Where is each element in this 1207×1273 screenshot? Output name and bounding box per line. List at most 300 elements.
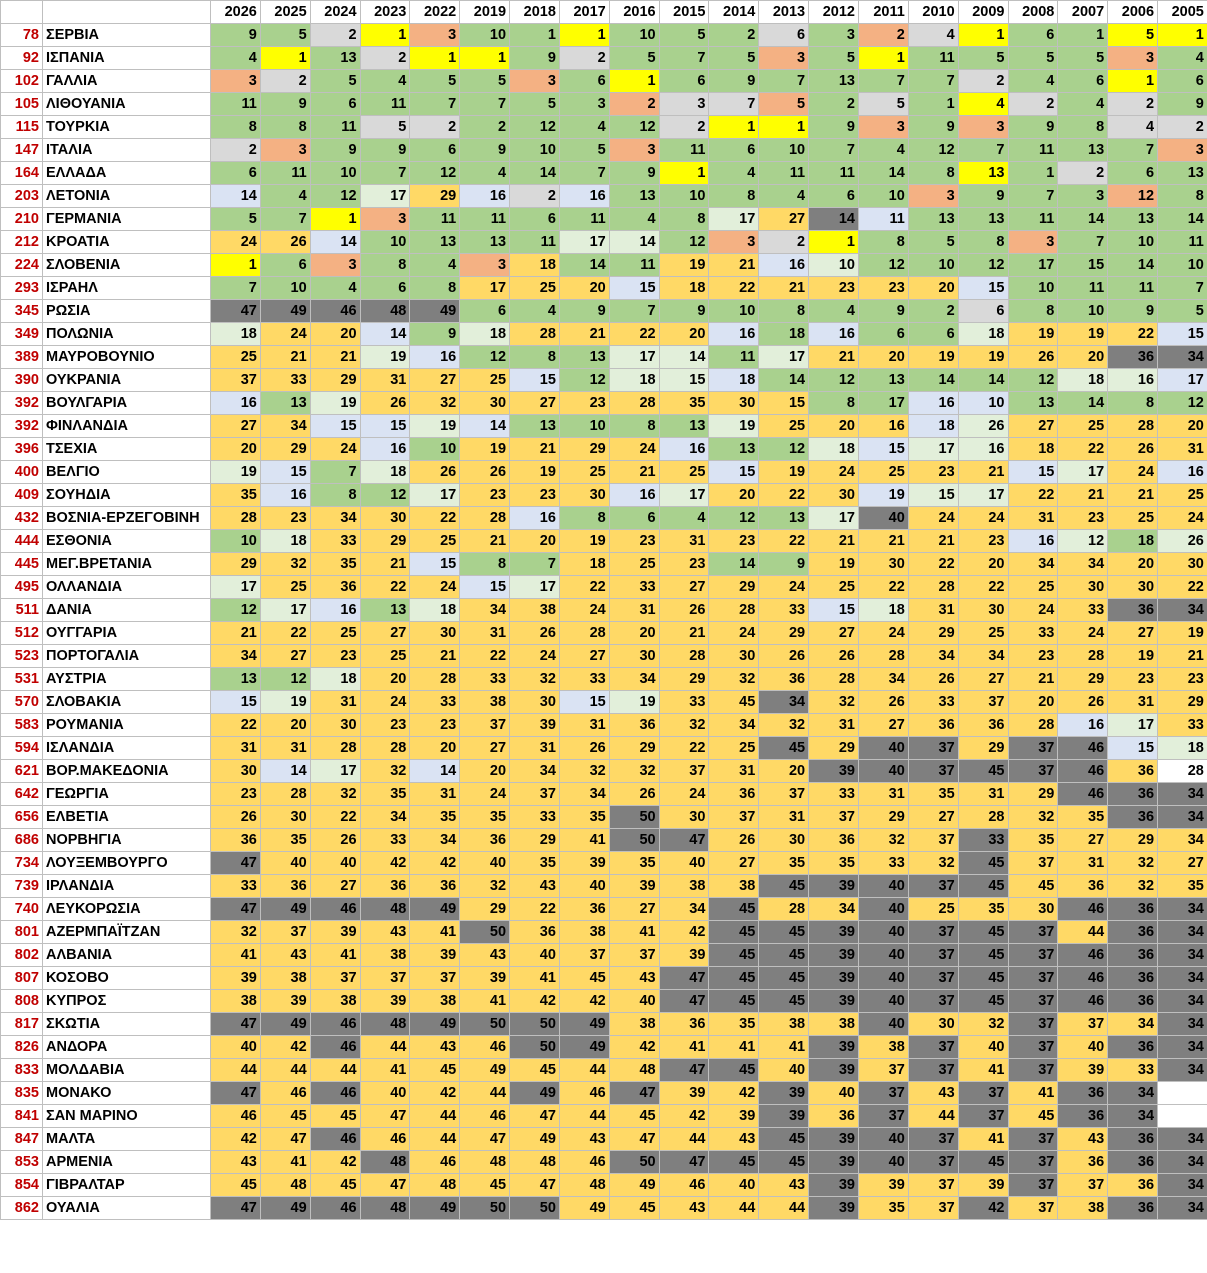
- rank-cell: 23: [809, 277, 859, 300]
- rank-cell: 37: [858, 1082, 908, 1105]
- rank-cell: 10: [709, 300, 759, 323]
- rank-cell: 1: [1008, 162, 1058, 185]
- rank-cell: 36: [1108, 921, 1158, 944]
- rank-cell: 35: [759, 852, 809, 875]
- rank-cell: 13: [659, 415, 709, 438]
- country-cell: ΔΑΝΙΑ: [43, 599, 211, 622]
- rank-cell: 12: [310, 185, 360, 208]
- rank-cell: 16: [559, 185, 609, 208]
- rank-cell: 8: [659, 208, 709, 231]
- rank-cell: 16: [1108, 369, 1158, 392]
- rank-cell: 27: [310, 875, 360, 898]
- rank-cell: 36: [809, 829, 859, 852]
- rank-cell: 37: [908, 1128, 958, 1151]
- rank-cell: 17: [460, 277, 510, 300]
- rank-cell: 28: [908, 576, 958, 599]
- table-row: [1, 24, 1207, 47]
- rank-cell: 6: [709, 139, 759, 162]
- rank-cell: 7: [759, 70, 809, 93]
- rank-cell: 12: [1158, 392, 1207, 415]
- country-cell: ΛΕΥΚΟΡΩΣΙΑ: [43, 898, 211, 921]
- table-row: [1, 1082, 1207, 1105]
- rank-cell: 21: [609, 461, 659, 484]
- rank-cell: 40: [609, 990, 659, 1013]
- rank-cell: 46: [260, 1082, 310, 1105]
- points-cell: 409: [1, 484, 43, 507]
- rank-cell: 28: [1108, 415, 1158, 438]
- year-header: 2016: [609, 1, 659, 24]
- table-row: [1, 323, 1207, 346]
- rank-cell: 25: [609, 553, 659, 576]
- rank-cell: 8: [260, 116, 310, 139]
- table-row: [1, 530, 1207, 553]
- rank-cell: 32: [310, 783, 360, 806]
- rank-cell: 24: [510, 645, 560, 668]
- rank-cell: 15: [1158, 323, 1207, 346]
- rank-cell: 36: [1108, 1174, 1158, 1197]
- rank-cell: 1: [958, 24, 1008, 47]
- rank-cell: 27: [559, 645, 609, 668]
- rank-cell: 36: [1108, 1128, 1158, 1151]
- table-row: [1, 898, 1207, 921]
- rank-cell: 5: [858, 93, 908, 116]
- rank-cell: 2: [609, 93, 659, 116]
- points-cell: 102: [1, 70, 43, 93]
- rank-cell: 33: [759, 599, 809, 622]
- rank-cell: 36: [360, 875, 410, 898]
- rank-cell: 11: [1008, 139, 1058, 162]
- rank-cell: 3: [510, 70, 560, 93]
- rank-cell: 34: [809, 898, 859, 921]
- rank-cell: 22: [460, 645, 510, 668]
- rank-cell: 45: [958, 760, 1008, 783]
- rank-cell: 37: [908, 1197, 958, 1220]
- rank-cell: 36: [510, 921, 560, 944]
- rank-cell: 5: [510, 93, 560, 116]
- rank-cell: 22: [559, 576, 609, 599]
- rank-cell: 2: [559, 47, 609, 70]
- rank-cell: 13: [211, 668, 261, 691]
- rank-cell: 30: [809, 484, 859, 507]
- points-cell: 392: [1, 392, 43, 415]
- rank-cell: 37: [410, 967, 460, 990]
- points-cell: 389: [1, 346, 43, 369]
- rank-cell: 45: [759, 990, 809, 1013]
- rank-cell: 2: [510, 185, 560, 208]
- country-cell: ΜΟΛΔΑΒΙΑ: [43, 1059, 211, 1082]
- rank-cell: 17: [908, 438, 958, 461]
- country-cell: ΣΟΥΗΔΙΑ: [43, 484, 211, 507]
- rank-cell: 37: [559, 944, 609, 967]
- country-cell: ΛΟΥΞΕΜΒΟΥΡΓΟ: [43, 852, 211, 875]
- rank-cell: 27: [809, 622, 859, 645]
- rank-cell: 36: [958, 714, 1008, 737]
- rank-cell: 3: [1058, 185, 1108, 208]
- rank-cell: 3: [759, 47, 809, 70]
- rank-cell: 26: [1158, 530, 1207, 553]
- table-row: [1, 139, 1207, 162]
- points-cell: 212: [1, 231, 43, 254]
- rank-cell: 21: [310, 346, 360, 369]
- rank-cell: 20: [1158, 415, 1207, 438]
- rank-cell: 26: [260, 231, 310, 254]
- rank-cell: 37: [709, 806, 759, 829]
- rank-cell: 45: [958, 1151, 1008, 1174]
- rank-cell: 46: [310, 1128, 360, 1151]
- rank-cell: 37: [659, 760, 709, 783]
- rank-cell: 26: [759, 645, 809, 668]
- rank-cell: 38: [759, 1013, 809, 1036]
- rank-cell: 9: [360, 139, 410, 162]
- points-cell: 740: [1, 898, 43, 921]
- rank-cell: 25: [211, 346, 261, 369]
- rank-cell: 23: [559, 392, 609, 415]
- rank-cell: 4: [809, 300, 859, 323]
- rank-cell: 22: [1008, 484, 1058, 507]
- rank-cell: 14: [559, 254, 609, 277]
- rank-cell: 15: [1058, 254, 1108, 277]
- rank-cell: 15: [360, 415, 410, 438]
- rank-cell: 6: [958, 300, 1008, 323]
- rank-cell: 30: [310, 714, 360, 737]
- rank-cell: 20: [1058, 346, 1108, 369]
- rank-cell: 18: [360, 461, 410, 484]
- rank-cell: 3: [1108, 47, 1158, 70]
- points-cell: 802: [1, 944, 43, 967]
- rank-cell: [1158, 1082, 1207, 1105]
- rank-cell: 21: [1008, 668, 1058, 691]
- rank-cell: 2: [1008, 93, 1058, 116]
- rank-cell: 39: [958, 1174, 1008, 1197]
- rank-cell: 25: [410, 530, 460, 553]
- rank-cell: 17: [958, 484, 1008, 507]
- rank-cell: 36: [1108, 1036, 1158, 1059]
- rank-cell: 32: [360, 760, 410, 783]
- table-row: [1, 852, 1207, 875]
- rank-cell: 41: [609, 921, 659, 944]
- rank-cell: 40: [858, 1128, 908, 1151]
- rank-cell: 48: [360, 1013, 410, 1036]
- rank-cell: 37: [908, 829, 958, 852]
- rank-cell: 24: [310, 438, 360, 461]
- rank-cell: 45: [958, 852, 1008, 875]
- rank-cell: 13: [460, 231, 510, 254]
- rank-cell: 6: [260, 254, 310, 277]
- rank-cell: 39: [510, 714, 560, 737]
- rank-cell: 29: [609, 737, 659, 760]
- rank-cell: 31: [1008, 507, 1058, 530]
- rank-cell: 14: [908, 369, 958, 392]
- rank-cell: 49: [260, 898, 310, 921]
- rank-cell: 8: [510, 346, 560, 369]
- rank-cell: 46: [1058, 990, 1108, 1013]
- rank-cell: 20: [460, 760, 510, 783]
- rank-cell: 38: [809, 1013, 859, 1036]
- rank-cell: 9: [460, 139, 510, 162]
- rank-cell: 49: [410, 1013, 460, 1036]
- rank-cell: 36: [211, 829, 261, 852]
- rank-cell: 19: [559, 530, 609, 553]
- rank-cell: 7: [908, 70, 958, 93]
- rank-cell: 7: [1158, 277, 1207, 300]
- rank-cell: 40: [759, 1059, 809, 1082]
- rank-cell: 1: [609, 70, 659, 93]
- rank-cell: 41: [958, 1128, 1008, 1151]
- rank-cell: 27: [958, 668, 1008, 691]
- rank-cell: 25: [809, 576, 859, 599]
- rank-cell: 1: [211, 254, 261, 277]
- rank-cell: 48: [410, 1174, 460, 1197]
- rank-cell: 3: [609, 139, 659, 162]
- rank-cell: 7: [958, 139, 1008, 162]
- rank-cell: 12: [460, 346, 510, 369]
- rank-cell: 6: [1008, 24, 1058, 47]
- rank-cell: 27: [510, 392, 560, 415]
- rank-cell: 26: [460, 461, 510, 484]
- rank-cell: 36: [1058, 1105, 1108, 1128]
- rank-cell: 16: [858, 415, 908, 438]
- rank-cell: 31: [1158, 438, 1207, 461]
- rank-cell: 8: [858, 231, 908, 254]
- rank-cell: 37: [908, 1174, 958, 1197]
- rank-cell: 45: [609, 1197, 659, 1220]
- year-header: 2022: [410, 1, 460, 24]
- rank-cell: 9: [709, 70, 759, 93]
- rank-cell: 18: [260, 530, 310, 553]
- rank-cell: 8: [360, 254, 410, 277]
- rank-cell: 1: [1108, 70, 1158, 93]
- rank-cell: 44: [559, 1059, 609, 1082]
- rank-cell: 10: [908, 254, 958, 277]
- rank-cell: 44: [559, 1105, 609, 1128]
- rank-cell: 27: [609, 898, 659, 921]
- rank-cell: 19: [709, 415, 759, 438]
- rank-cell: 32: [858, 829, 908, 852]
- rank-cell: 24: [260, 323, 310, 346]
- rank-cell: 41: [709, 1036, 759, 1059]
- rank-cell: 29: [460, 898, 510, 921]
- rank-cell: 28: [1058, 645, 1108, 668]
- rank-cell: 8: [1058, 116, 1108, 139]
- rank-cell: 9: [260, 93, 310, 116]
- rank-cell: 23: [659, 553, 709, 576]
- rank-cell: 42: [410, 1082, 460, 1105]
- rank-cell: 25: [1058, 415, 1108, 438]
- rank-cell: 25: [460, 369, 510, 392]
- rank-cell: 7: [410, 93, 460, 116]
- rank-cell: 14: [211, 185, 261, 208]
- rank-cell: 2: [260, 70, 310, 93]
- rank-cell: 19: [211, 461, 261, 484]
- rank-cell: 19: [858, 484, 908, 507]
- rank-cell: 7: [260, 208, 310, 231]
- rank-cell: 7: [609, 300, 659, 323]
- rank-cell: 22: [709, 277, 759, 300]
- rank-cell: 25: [1008, 576, 1058, 599]
- rank-cell: 46: [1058, 898, 1108, 921]
- rank-cell: 22: [609, 323, 659, 346]
- rank-cell: 37: [759, 783, 809, 806]
- rank-cell: 8: [1158, 185, 1207, 208]
- table-row: [1, 70, 1207, 93]
- rank-cell: 35: [1158, 875, 1207, 898]
- rank-cell: 34: [260, 415, 310, 438]
- rank-cell: 11: [1008, 208, 1058, 231]
- rank-cell: 42: [659, 921, 709, 944]
- rank-cell: 18: [559, 553, 609, 576]
- rank-cell: 40: [858, 1151, 908, 1174]
- rank-cell: 15: [709, 461, 759, 484]
- rank-cell: 46: [559, 1082, 609, 1105]
- rank-cell: 18: [809, 438, 859, 461]
- rank-cell: 13: [1058, 139, 1108, 162]
- rank-cell: 36: [1108, 346, 1158, 369]
- rank-cell: 42: [510, 990, 560, 1013]
- rank-cell: 4: [559, 116, 609, 139]
- rank-cell: 1: [460, 47, 510, 70]
- rank-cell: 16: [958, 438, 1008, 461]
- rank-cell: 35: [908, 783, 958, 806]
- points-cell: 807: [1, 967, 43, 990]
- rank-cell: 21: [360, 553, 410, 576]
- rank-cell: 27: [659, 576, 709, 599]
- rank-cell: 24: [1058, 622, 1108, 645]
- rank-cell: 48: [360, 300, 410, 323]
- rank-cell: 27: [908, 806, 958, 829]
- rank-cell: 46: [460, 1036, 510, 1059]
- rank-cell: 7: [1008, 185, 1058, 208]
- points-cell: 621: [1, 760, 43, 783]
- rank-cell: 26: [958, 415, 1008, 438]
- rank-cell: 32: [1108, 875, 1158, 898]
- rank-cell: 13: [858, 369, 908, 392]
- rank-cell: 10: [609, 24, 659, 47]
- rank-cell: 43: [709, 1128, 759, 1151]
- rank-cell: 24: [958, 507, 1008, 530]
- rank-cell: 37: [1008, 737, 1058, 760]
- rank-cell: 21: [211, 622, 261, 645]
- rank-cell: 11: [858, 208, 908, 231]
- rank-cell: 40: [809, 1082, 859, 1105]
- rank-cell: 37: [958, 1105, 1008, 1128]
- rank-cell: 9: [958, 185, 1008, 208]
- points-cell: 847: [1, 1128, 43, 1151]
- rank-cell: 17: [659, 484, 709, 507]
- rank-cell: 31: [809, 714, 859, 737]
- rank-cell: 31: [410, 783, 460, 806]
- rank-cell: 45: [759, 967, 809, 990]
- rank-cell: 30: [858, 553, 908, 576]
- points-cell: 445: [1, 553, 43, 576]
- rank-cell: 49: [410, 300, 460, 323]
- rank-cell: 28: [759, 898, 809, 921]
- rank-cell: 21: [559, 323, 609, 346]
- header-row: [1, 1, 1207, 24]
- rank-cell: 8: [908, 162, 958, 185]
- country-cell: ΙΤΑΛΙΑ: [43, 139, 211, 162]
- rank-cell: 47: [211, 852, 261, 875]
- table-row: [1, 47, 1207, 70]
- points-cell: 739: [1, 875, 43, 898]
- rank-cell: 39: [211, 967, 261, 990]
- rank-cell: 28: [1158, 760, 1207, 783]
- rank-cell: 4: [211, 47, 261, 70]
- rank-cell: 9: [211, 24, 261, 47]
- rank-cell: 3: [310, 254, 360, 277]
- rank-cell: 40: [460, 852, 510, 875]
- rank-cell: 42: [410, 852, 460, 875]
- rank-cell: 30: [260, 806, 310, 829]
- rank-cell: 22: [310, 806, 360, 829]
- table-row: [1, 1151, 1207, 1174]
- rank-cell: 16: [1058, 714, 1108, 737]
- rank-cell: 42: [709, 1082, 759, 1105]
- table-row: [1, 737, 1207, 760]
- table-row: [1, 461, 1207, 484]
- rank-cell: 45: [958, 967, 1008, 990]
- rank-cell: 34: [1158, 1197, 1207, 1220]
- country-cell: ΛΕΤΟΝΙΑ: [43, 185, 211, 208]
- rank-cell: 16: [460, 185, 510, 208]
- rank-cell: 26: [1108, 438, 1158, 461]
- rank-cell: 34: [1108, 1082, 1158, 1105]
- rank-cell: 36: [310, 576, 360, 599]
- rank-cell: 31: [559, 714, 609, 737]
- rank-cell: 32: [211, 921, 261, 944]
- rank-cell: 16: [1008, 530, 1058, 553]
- rank-cell: 40: [958, 1036, 1008, 1059]
- rank-cell: 37: [1008, 990, 1058, 1013]
- rank-cell: 25: [908, 898, 958, 921]
- rank-cell: 12: [510, 116, 560, 139]
- rank-cell: 32: [1108, 852, 1158, 875]
- rank-cell: 13: [908, 208, 958, 231]
- rank-cell: 17: [559, 231, 609, 254]
- country-cell: ΑΥΣΤΡΙΑ: [43, 668, 211, 691]
- rank-cell: 37: [908, 921, 958, 944]
- rank-cell: 23: [211, 783, 261, 806]
- rank-cell: 23: [858, 277, 908, 300]
- points-cell: 862: [1, 1197, 43, 1220]
- rank-cell: 32: [410, 392, 460, 415]
- rank-cell: 37: [1008, 921, 1058, 944]
- rank-cell: 5: [460, 70, 510, 93]
- rank-cell: 23: [1058, 507, 1108, 530]
- rank-cell: 14: [410, 760, 460, 783]
- rank-cell: 18: [908, 415, 958, 438]
- points-cell: 147: [1, 139, 43, 162]
- rank-cell: 40: [858, 990, 908, 1013]
- country-cell: ΚΟΣΟΒΟ: [43, 967, 211, 990]
- rank-cell: 5: [609, 47, 659, 70]
- rank-cell: 45: [958, 875, 1008, 898]
- rank-cell: 12: [908, 139, 958, 162]
- rank-cell: 15: [1008, 461, 1058, 484]
- year-header: 2026: [211, 1, 261, 24]
- country-cell: ΠΟΛΩΝΙΑ: [43, 323, 211, 346]
- rank-cell: 49: [510, 1128, 560, 1151]
- rank-cell: 11: [1158, 231, 1207, 254]
- country-cell: ΟΥΚΡΑΝΙΑ: [43, 369, 211, 392]
- rank-cell: 22: [908, 553, 958, 576]
- points-cell: 349: [1, 323, 43, 346]
- rank-cell: [1158, 1105, 1207, 1128]
- country-cell: ΟΛΛΑΝΔΙΑ: [43, 576, 211, 599]
- rank-cell: 18: [1158, 737, 1207, 760]
- rank-cell: 50: [609, 829, 659, 852]
- country-cell: ΤΣΕΧΙΑ: [43, 438, 211, 461]
- rank-cell: 33: [809, 783, 859, 806]
